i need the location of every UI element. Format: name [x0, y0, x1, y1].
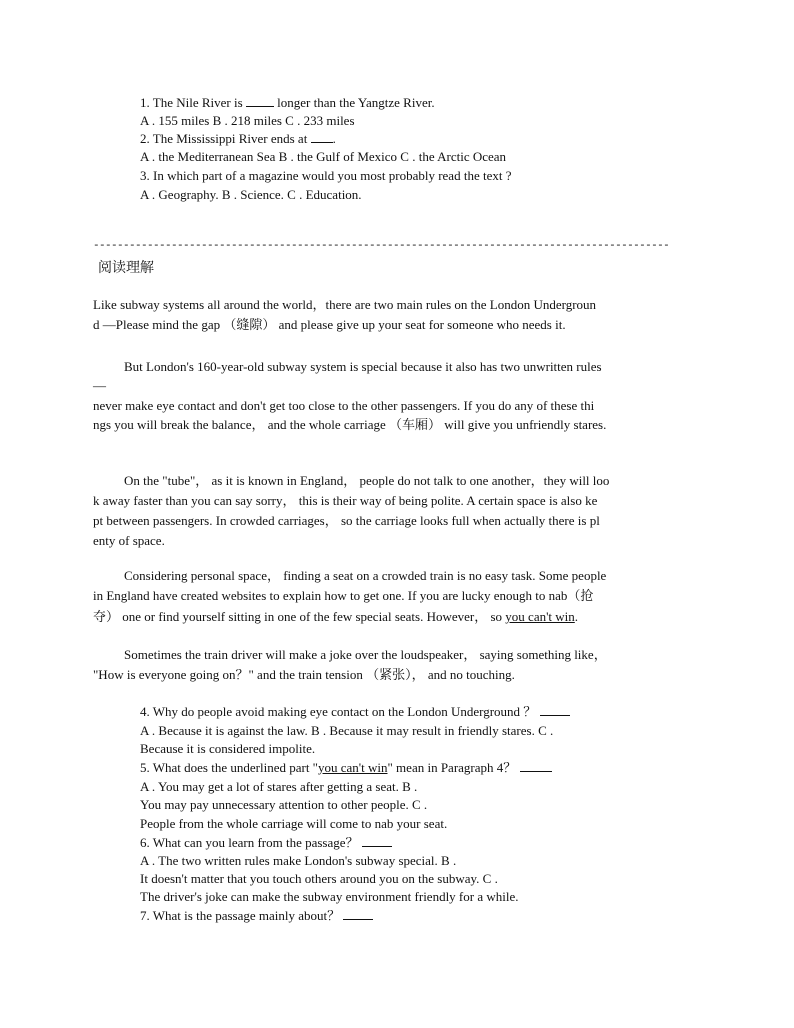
question-5-option-a: A . You may get a lot of stares after getting a seat. B .	[140, 779, 418, 794]
question-4-options-c: Because it is considered impolite.	[140, 741, 316, 756]
question-1-options: A . 155 miles B . 218 miles C . 233 miles	[140, 113, 355, 128]
section-title: 阅读理解	[98, 260, 154, 276]
paragraph-4-line-2: in England have created websites to explain how to get one. If you are lucky enough to nab（抢	[93, 588, 594, 603]
answer-blank	[311, 130, 333, 143]
question-2	[140, 130, 336, 148]
question-1-text-a: 1. The Nile River is	[140, 95, 246, 110]
question-6-text: 6. What can you learn from the passage？	[140, 835, 359, 850]
question-5-option-c: People from the whole carriage will come to nab your seat.	[140, 816, 448, 831]
answer-blank	[246, 94, 274, 107]
question-6	[140, 834, 392, 852]
question-4-options-a: A . Because it is against the law. B . Because it may result in friendly stares. C .	[140, 723, 554, 738]
question-4-text: 4. Why do people avoid making eye contact on the London Underground ？	[140, 704, 537, 719]
paragraph-2-line-1: But London's 160-year-old subway system is special because it also has two unwritten rules	[124, 359, 602, 374]
question-3-options: A . Geography. B . Science. C . Education.	[140, 187, 362, 202]
paragraph-4-line-3	[93, 608, 578, 626]
paragraph-2-line-4: ngs you will break the balance， and the whole carriage （车厢） will give you unfriendly stares.	[93, 417, 607, 432]
section-divider: ------------------------------------------------------------------------------------------------	[93, 240, 670, 252]
question-3: 3. In which part of a magazine would you most probably read the text ?	[140, 168, 512, 183]
question-4	[140, 703, 570, 721]
paragraph-2-line-3: never make eye contact and don't get too close to the other passengers. If you do any of these thi	[93, 398, 595, 413]
underlined-phrase: you can't win	[505, 609, 575, 624]
paragraph-3-line-2: k away faster than you can say sorry， this is their way of being polite. A certain space is also ke	[93, 493, 598, 508]
question-1	[140, 94, 435, 112]
question-1-text-b: longer than the Yangtze River.	[273, 95, 435, 110]
question-6-option-c: The driver's joke can make the subway environment friendly for a while.	[140, 889, 519, 904]
paragraph-4-text: 夺） one or find yourself sitting in one of the few special seats. However， so	[93, 609, 506, 624]
paragraph-3-line-4: enty of space.	[93, 533, 165, 548]
answer-blank	[540, 703, 570, 716]
question-2-options: A . the Mediterranean Sea B . the Gulf of Mexico C . the Arctic Ocean	[140, 149, 507, 164]
paragraph-2-line-2: —	[93, 378, 106, 393]
question-2-text-b: .	[332, 131, 336, 146]
question-6-option-a: A . The two written rules make London's subway special. B .	[140, 853, 457, 868]
paragraph-5-line-1: Sometimes the train driver will make a joke over the loudspeaker， saying something like，	[124, 647, 607, 662]
paragraph-3-line-1: On the "tube"， as it is known in England， people do not talk to one another，they will loo	[124, 473, 610, 488]
question-2-text-a: 2. The Mississippi River ends at	[140, 131, 311, 146]
paragraph-4-line-1: Considering personal space， finding a seat on a crowded train is no easy task. Some people	[124, 568, 607, 583]
paragraph-5-line-2: "How is everyone going on？" and the train tension （紧张）， and no touching.	[93, 667, 515, 682]
answer-blank	[520, 759, 552, 772]
question-6-option-b: It doesn't matter that you touch others around you on the subway. C .	[140, 871, 498, 886]
paragraph-3-line-3: pt between passengers. In crowded carriages， so the carriage looks full when actually there is pl	[93, 513, 600, 528]
question-7-text: 7. What is the passage mainly about？	[140, 908, 341, 923]
question-5	[140, 759, 552, 777]
paragraph-1-line-2: d —Please mind the gap （缝隙） and please give up your seat for someone who needs it.	[93, 317, 566, 332]
paragraph-1-line-1: Like subway systems all around the world，there are two main rules on the London Undergroun	[93, 297, 597, 312]
answer-blank	[343, 907, 373, 920]
question-5-option-b: You may pay unnecessary attention to other people. C .	[140, 797, 428, 812]
question-5-text-b: " mean in Paragraph 4？	[387, 760, 517, 775]
underlined-phrase: you can't win	[318, 760, 388, 775]
question-7	[140, 907, 373, 925]
answer-blank	[362, 834, 392, 847]
paragraph-4-text-end: .	[574, 609, 579, 624]
question-5-text-a: 5. What does the underlined part "	[140, 760, 318, 775]
